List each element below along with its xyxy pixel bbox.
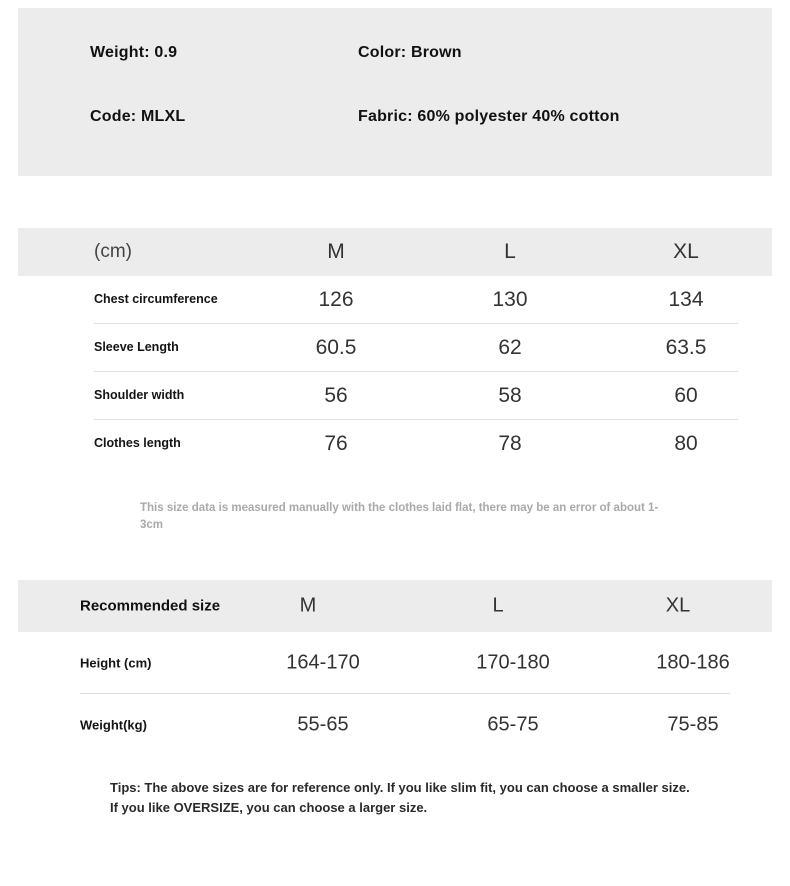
size-measurement-table: [18, 228, 772, 468]
product-weight: Weight: 0.9: [90, 44, 178, 61]
size-chest-l: 130: [492, 288, 528, 311]
table-row: [18, 420, 772, 468]
size-row-label-sleeve: Sleeve Length: [94, 340, 179, 355]
size-shoulder-l: 58: [498, 384, 522, 407]
recommended-weight-m: 55-65: [297, 713, 349, 736]
size-row-label-shoulder: Shoulder width: [94, 388, 185, 403]
size-shoulder-xl: 60: [674, 384, 698, 407]
product-code: Code: MLXL: [90, 108, 186, 125]
table-row: [18, 372, 772, 420]
size-header-m: M: [327, 240, 345, 263]
table-row: [18, 324, 772, 372]
size-chest-xl: 134: [668, 288, 704, 311]
recommended-header-l: L: [492, 594, 504, 617]
product-fabric: Fabric: 60% polyester 40% cotton: [358, 108, 620, 125]
size-length-m: 76: [324, 432, 348, 455]
recommended-weight-xl: 75-85: [667, 713, 719, 736]
table-row: [18, 632, 772, 694]
product-info-panel: [18, 8, 772, 176]
size-sleeve-m: 60.5: [315, 336, 357, 359]
recommended-size-label: Recommended size: [80, 597, 221, 615]
size-sleeve-xl: 63.5: [665, 336, 707, 359]
recommended-header-xl: XL: [665, 594, 691, 617]
recommended-header-row: [18, 580, 772, 632]
table-row: [18, 276, 772, 324]
recommended-height-l: 170-180: [476, 651, 550, 674]
size-table-unit-label: (cm): [94, 241, 132, 263]
size-sleeve-l: 62: [498, 336, 522, 359]
size-length-xl: 80: [674, 432, 698, 455]
size-measurement-note: This size data is measured manually with the clothes laid flat, there may be an error of about 1-3cm: [140, 502, 659, 532]
size-shoulder-m: 56: [324, 384, 348, 407]
recommended-header-m: M: [299, 594, 317, 617]
size-chest-m: 126: [318, 288, 354, 311]
recommended-size-table: [18, 580, 772, 756]
size-row-label-length: Clothes length: [94, 436, 181, 451]
size-length-l: 78: [498, 432, 522, 455]
size-tips-text: Tips: The above sizes are for reference only. If you like slim fit, you can choose a smaller size. If you like OVERSIZE, you can choose a larger size.: [110, 780, 690, 816]
size-table-header-row: [18, 228, 772, 276]
table-row: [18, 694, 772, 756]
recommended-height-xl: 180-186: [656, 651, 730, 674]
size-row-label-chest: Chest circumference: [94, 292, 218, 307]
size-header-l: L: [504, 240, 516, 263]
product-color: Color: Brown: [358, 44, 462, 61]
recommended-row-label-height: Height (cm): [80, 655, 152, 671]
size-header-xl: XL: [673, 240, 699, 263]
size-table-body: [18, 276, 772, 468]
recommended-height-m: 164-170: [286, 651, 360, 674]
recommended-weight-l: 65-75: [487, 713, 539, 736]
recommended-row-label-weight: Weight(kg): [80, 717, 147, 733]
